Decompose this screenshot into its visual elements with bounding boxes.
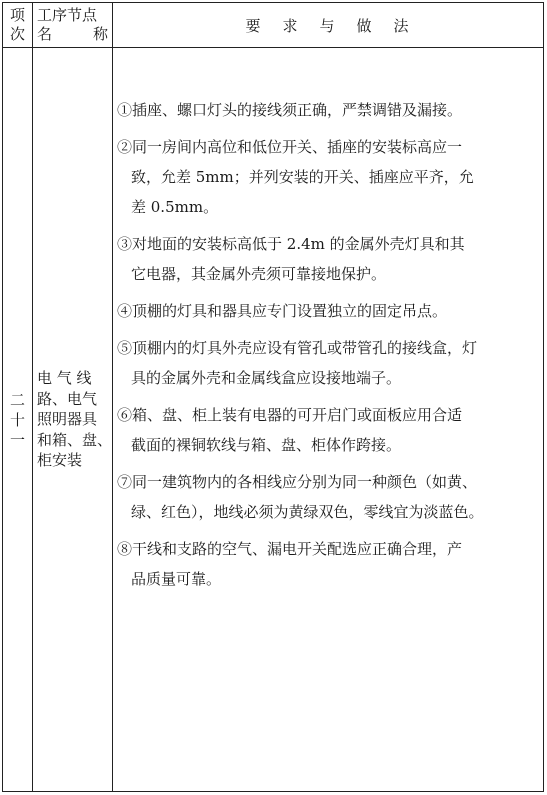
requirement-line: 绿、红色），地线必须为黄绿双色，零线宜为淡蓝色。 [131, 503, 484, 521]
requirement-line: ⑧干线和支路的空气、漏电开关配选应正确合理，产 [117, 540, 463, 558]
header-requirements-cell [113, 3, 544, 48]
construction-requirements-table [2, 2, 544, 792]
header-row [3, 3, 544, 48]
requirement-line: ①插座、螺口灯头的接线须正确，严禁调错及漏接。 [117, 101, 463, 119]
procedure-name-line: 和箱、盘、 [37, 430, 113, 449]
header-name-line2b: 称 [92, 25, 108, 43]
item-index-char: 十 [9, 410, 25, 429]
body-row [3, 48, 544, 792]
header-index-line1: 项 [9, 6, 25, 24]
requirement-line: ③对地面的安装标高低于 2.4m 的金属外壳灯具和其 [117, 235, 465, 253]
header-req-char: 法 [393, 16, 411, 35]
procedure-name-line: 柜安装 [37, 451, 83, 470]
header-req-char: 与 [319, 16, 337, 35]
header-name-line1: 工序节点 [37, 6, 98, 24]
requirement-line: 差 0.5mm。 [131, 198, 219, 216]
requirement-line: 品质量可靠。 [131, 570, 222, 588]
header-req-char: 做 [356, 16, 374, 35]
header-index-line2: 次 [9, 25, 25, 43]
requirement-line: ⑥箱、盘、柜上装有电器的可开启门或面板应用合适 [117, 406, 463, 424]
procedure-name-line: 路、电气 [37, 389, 98, 408]
item-index-char: 一 [9, 430, 25, 449]
procedure-name-line: 照明器具 [37, 410, 98, 429]
requirement-line: 它电器，其金属外壳须可靠接地保护。 [131, 265, 387, 283]
requirement-item-4 [117, 296, 537, 326]
requirement-item-3 [117, 229, 537, 289]
requirement-item-1 [117, 95, 537, 125]
item-index-cell [3, 48, 33, 792]
requirement-line: ④顶棚的灯具和器具应专门设置独立的固定吊点。 [117, 302, 448, 320]
requirement-line: 致，允差 5mm；并列安装的开关、插座应平齐，允 [131, 168, 474, 186]
item-index-char: 二 [9, 390, 25, 409]
procedure-name-line: 电 气 线 [37, 369, 92, 388]
requirement-item-7 [117, 467, 537, 527]
requirement-item-5 [117, 333, 537, 393]
header-name-line2a: 名 [37, 25, 53, 43]
requirement-line: ⑤顶棚内的灯具外壳应设有管孔或带管孔的接线盒，灯 [117, 339, 478, 357]
header-req-char: 要 [245, 16, 263, 35]
procedure-name-cell [33, 48, 113, 792]
requirement-line: 截面的裸铜软线与箱、盘、柜体作跨接。 [131, 436, 402, 454]
requirement-line: 具的金属外壳和金属线盒应设接地端子。 [131, 369, 402, 387]
header-req-char: 求 [282, 16, 300, 35]
requirement-item-2 [117, 132, 537, 222]
requirement-item-6 [117, 400, 537, 460]
requirement-line: ②同一房间内高位和低位开关、插座的安装标高应一 [117, 138, 463, 156]
requirements-cell [113, 48, 544, 792]
requirement-item-8 [117, 534, 537, 594]
header-index-cell [3, 3, 33, 48]
header-name-cell [33, 3, 113, 48]
header-name-line2 [33, 25, 112, 44]
requirement-line: ⑦同一建筑物内的各相线应分别为同一种颜色（如黄、 [117, 473, 478, 491]
